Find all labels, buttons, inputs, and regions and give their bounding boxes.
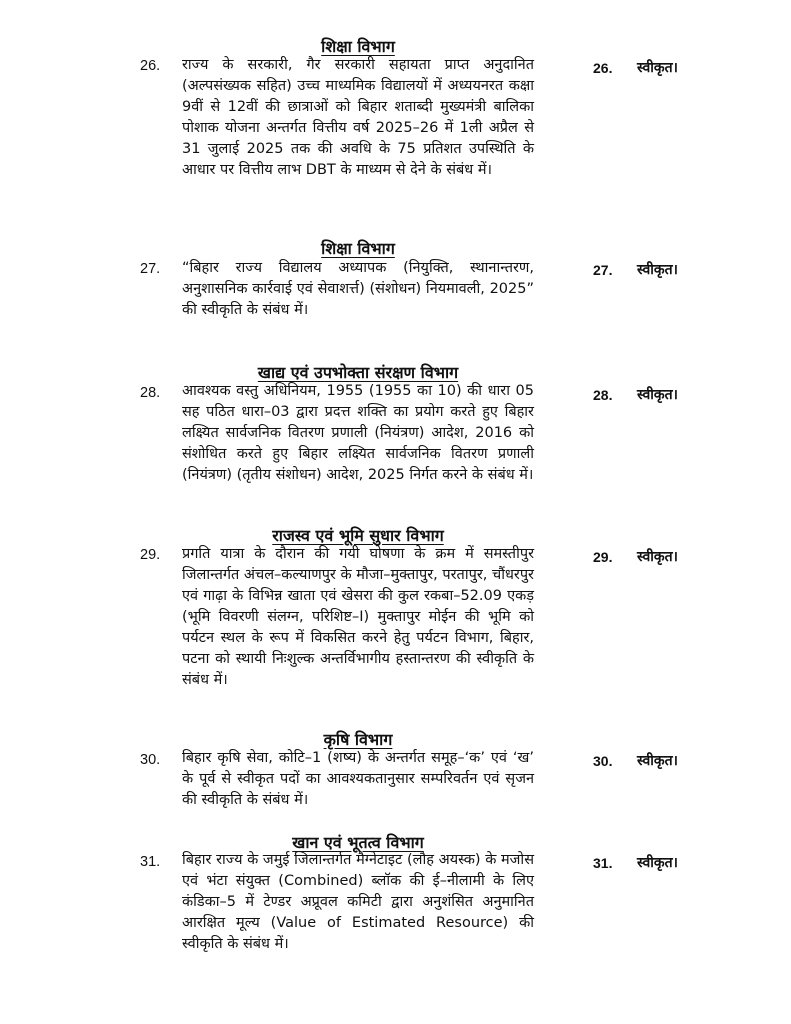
decision-status: स्वीकृत।	[637, 855, 678, 871]
item-number: 28.	[140, 385, 161, 401]
item-number: 29.	[140, 547, 161, 563]
item-number: 31.	[140, 854, 161, 870]
item-text: “बिहार राज्य विद्यालय अध्यापक (नियुक्ति, स्थानान्तरण, अनुशासनिक कार्रवाई एवं सेवाशर्त्त) (संशोधन) नियमावली, 2025” की स्वीकृति के संबंध में।	[182, 260, 534, 318]
item-number: 27.	[140, 261, 161, 277]
decision-status: स्वीकृत।	[637, 262, 678, 278]
decision-number: 30.	[593, 753, 613, 769]
department-heading: राजस्व एवं भूमि सुधार विभाग	[272, 526, 444, 545]
item-text: आवश्यक वस्तु अधिनियम, 1955 (1955 का 10) की धारा 05 सह पठित धारा–03 द्वारा प्रदत्त शक्ति का प्रयोग करते हुए बिहार लक्ष्यित सार्वजनिक वितरण प्रणाली (नियंत्रण) आदेश, 2016 को संशोधित करते हुए बिहार लक्ष्यित सार्वजनिक वितरण प्रणाली (नियंत्रण) (तृतीय संशोधन) आदेश, 2025 निर्गत करने के संबंध में।	[182, 383, 534, 483]
item-text: बिहार राज्य के जमुई जिलान्तर्गत मैग्नेटाइट (लौह अयस्क) के मजोस एवं भंटा संयुक्त (Combined) ब्लॉक की ई–नीलामी के लिए कंडिका–5 में टेण्डर अप्रूवल कमिटी द्वारा अनुशंसित अनुमानित आरक्षित मूल्य (Value of Estimated Resource) की स्वीकृति के संबंध में।	[182, 852, 534, 952]
department-heading: खाद्य एवं उपभोक्ता संरक्षण विभाग	[257, 363, 459, 382]
decision-status: स्वीकृत।	[637, 753, 678, 769]
department-heading: खान एवं भूतत्व विभाग	[292, 833, 424, 852]
department-heading: शिक्षा विभाग	[321, 239, 395, 258]
decision-number: 28.	[593, 387, 613, 403]
decision-number: 26.	[593, 60, 613, 76]
decision-number: 31.	[593, 855, 613, 871]
department-heading: कृषि विभाग	[323, 730, 393, 749]
decision-status: स्वीकृत।	[637, 549, 678, 565]
decision-status: स्वीकृत।	[637, 387, 678, 403]
item-text: राज्य के सरकारी, गैर सरकारी सहायता प्राप्त अनुदानित (अल्पसंख्यक सहित) उच्च माध्यमिक विद्यालयों में अध्ययनरत कक्षा 9वीं से 12वीं की छात्राओं को बिहार शताब्दी मुख्यमंत्री बालिका पोशाक योजना अन्तर्गत वित्तीय वर्ष 2025–26 में 1ली अप्रैल से 31 जुलाई 2025 तक की अवधि के 75 प्रतिशत उपस्थिति के आधार पर वित्तीय लाभ DBT के माध्यम से देने के संबंध में।	[182, 57, 534, 178]
item-text: बिहार कृषि सेवा, कोटि–1 (शष्य) के अन्तर्गत समूह–‘क’ एवं ‘ख’ के पूर्व से स्वीकृत पदों का आवश्यकतानुसार सम्परिवर्तन एवं सृजन की स्वीकृति के संबंध में।	[182, 750, 534, 808]
decision-status: स्वीकृत।	[637, 60, 678, 76]
item-number: 30.	[140, 752, 161, 768]
decision-number: 29.	[593, 549, 613, 565]
item-text: प्रगति यात्रा के दौरान की गयी घोषणा के क्रम में समस्तीपुर जिलान्तर्गत अंचल–कल्याणपुर के मौजा–मुक्तापुर, परतापुर, चौंधरपुर एवं गाढ़ा के विभिन्न खाता एवं खेसरा की कुल रकबा–52.09 एकड़ (भूमि विवरणी संलग्न, परिशिष्ट–I) मुक्तापुर मोईन की भूमि को पर्यटन स्थल के रूप में विकसित करने हेतु पर्यटन विभाग, बिहार, पटना को स्थायी निःशुल्क अन्तर्विभागीय हस्तान्तरण की स्वीकृति के संबंध में।	[182, 546, 534, 688]
department-heading: शिक्षा विभाग	[321, 37, 395, 56]
decision-number: 27.	[593, 262, 613, 278]
item-number: 26.	[140, 58, 161, 74]
